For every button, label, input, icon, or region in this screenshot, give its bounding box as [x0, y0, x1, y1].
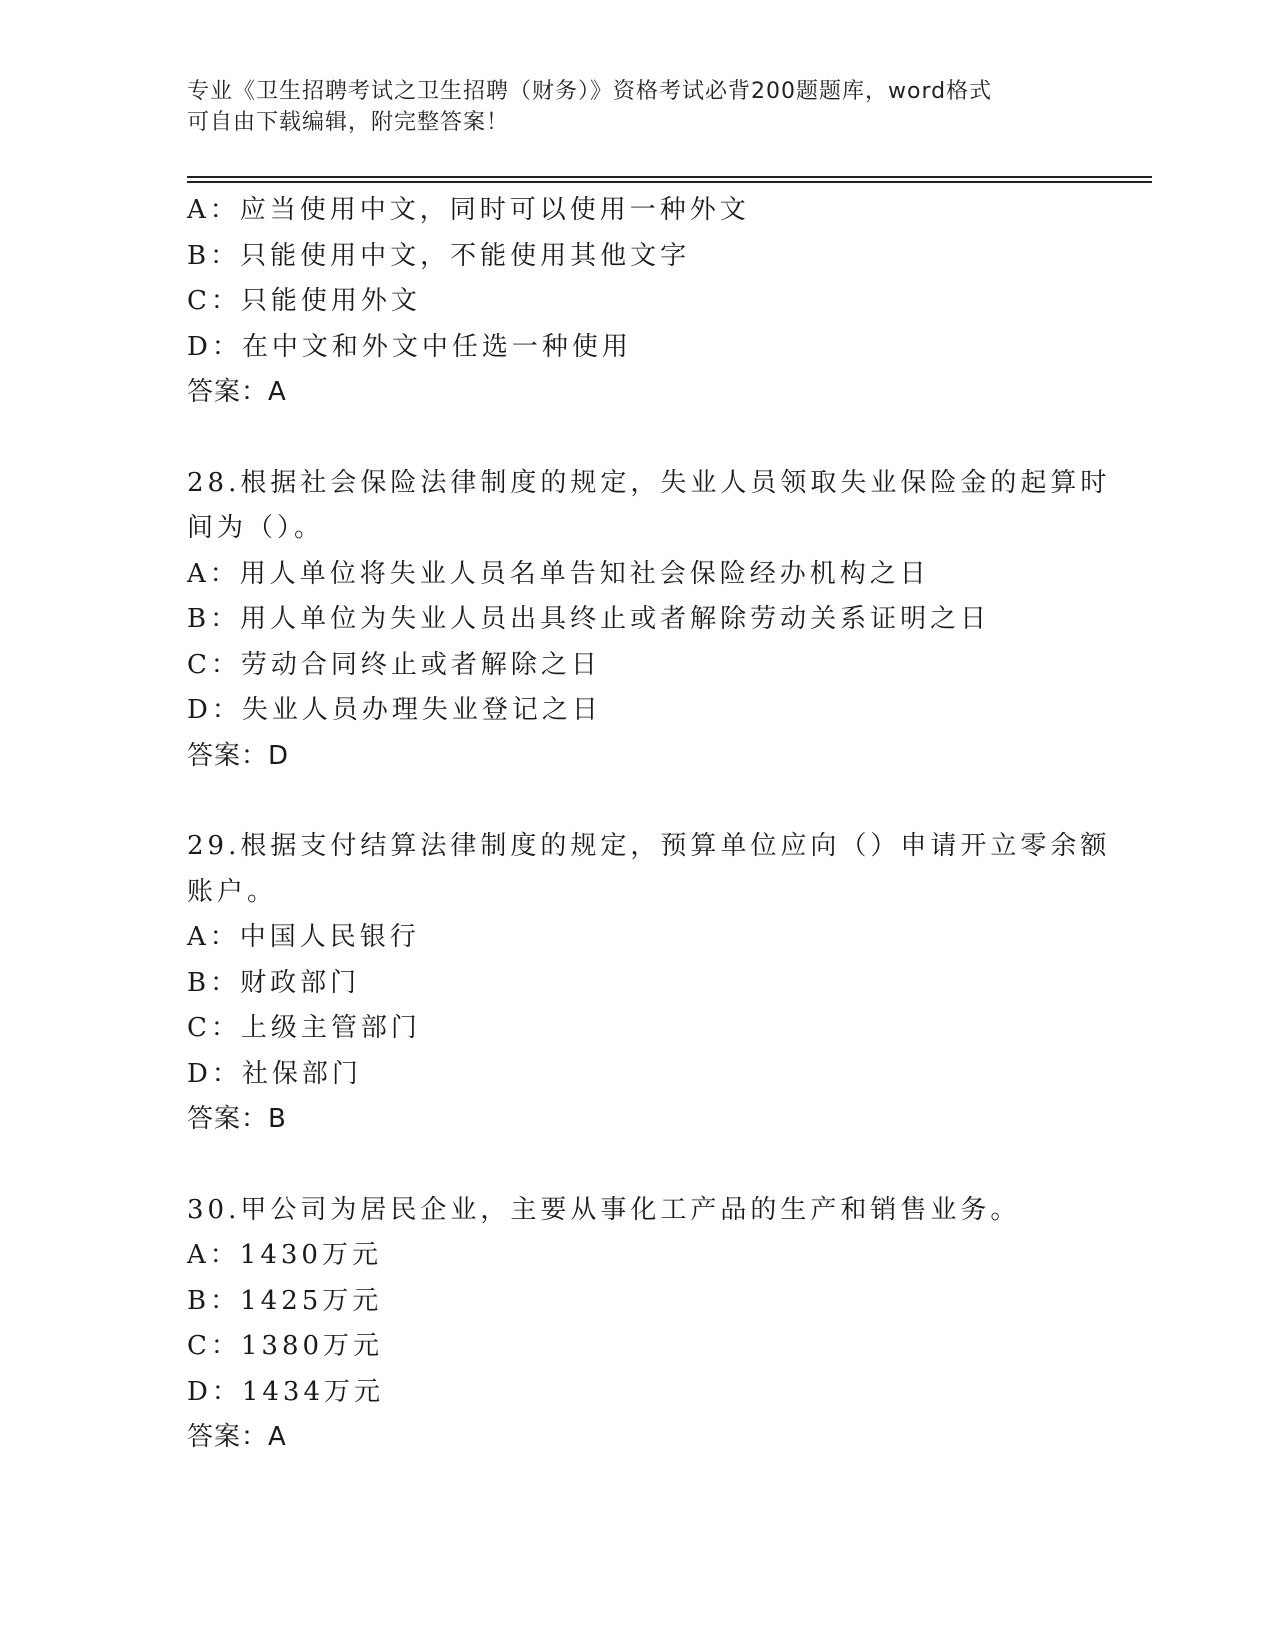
header-divider-top — [187, 176, 1152, 178]
spacer — [187, 1143, 1087, 1188]
question-stem-continued: 间为（）。 — [187, 513, 325, 543]
option-c: C：1380万元 — [187, 1331, 384, 1361]
header-title-line1: 专业《卫生招聘考试之卫生招聘（财务）》资格考试必背200题题库，word格式 — [187, 79, 993, 104]
option-d: D：1434万元 — [187, 1376, 385, 1407]
question-list — [187, 188, 1111, 1461]
option-d: D：社保部门 — [187, 1058, 362, 1089]
header-divider-bottom — [187, 181, 1152, 183]
question-29 — [187, 824, 1111, 1143]
question-stem: 29.根据支付结算法律制度的规定，预算单位应向（）申请开立零余额 — [187, 831, 1111, 861]
answer-line: 答案：D — [187, 740, 290, 771]
question-stem-continued: 账户。 — [187, 876, 278, 907]
question-30 — [187, 1188, 1087, 1461]
option-d: D：失业人员办理失业登记之日 — [187, 695, 602, 725]
spacer — [187, 779, 1087, 824]
header-title-line2: 可自由下载编辑，附完整答案！ — [187, 110, 510, 135]
option-b: B：只能使用中文，不能使用其他文字 — [187, 240, 691, 271]
option-b: B：财政部门 — [187, 967, 361, 998]
option-c: C：劳动合同终止或者解除之日 — [187, 649, 601, 680]
option-c: C：上级主管部门 — [187, 1013, 421, 1043]
option-a: A：1430万元 — [187, 1240, 382, 1270]
question-stem: 28.根据社会保险法律制度的规定，失业人员领取失业保险金的起算时 — [187, 467, 1111, 498]
option-b: B：1425万元 — [187, 1285, 383, 1316]
spacer — [187, 416, 1087, 461]
option-b: B：用人单位为失业人员出具终止或者解除劳动关系证明之日 — [187, 604, 991, 634]
option-c: C：只能使用外文 — [187, 286, 421, 316]
answer-line: 答案：A — [187, 1422, 287, 1452]
option-a: A：中国人民银行 — [187, 922, 420, 952]
question-stem: 30.甲公司为居民企业，主要从事化工产品的生产和销售业务。 — [187, 1194, 1021, 1225]
option-d: D：在中文和外文中任选一种使用 — [187, 331, 632, 362]
question-28 — [187, 461, 1111, 780]
question-27 — [187, 188, 1087, 416]
option-a: A：用人单位将失业人员名单告知社会保险经办机构之日 — [187, 558, 930, 589]
option-a: A：应当使用中文，同时可以使用一种外文 — [187, 195, 750, 225]
document-header — [187, 76, 1067, 138]
answer-line: 答案：A — [187, 377, 287, 407]
answer-line: 答案：B — [187, 1104, 287, 1134]
